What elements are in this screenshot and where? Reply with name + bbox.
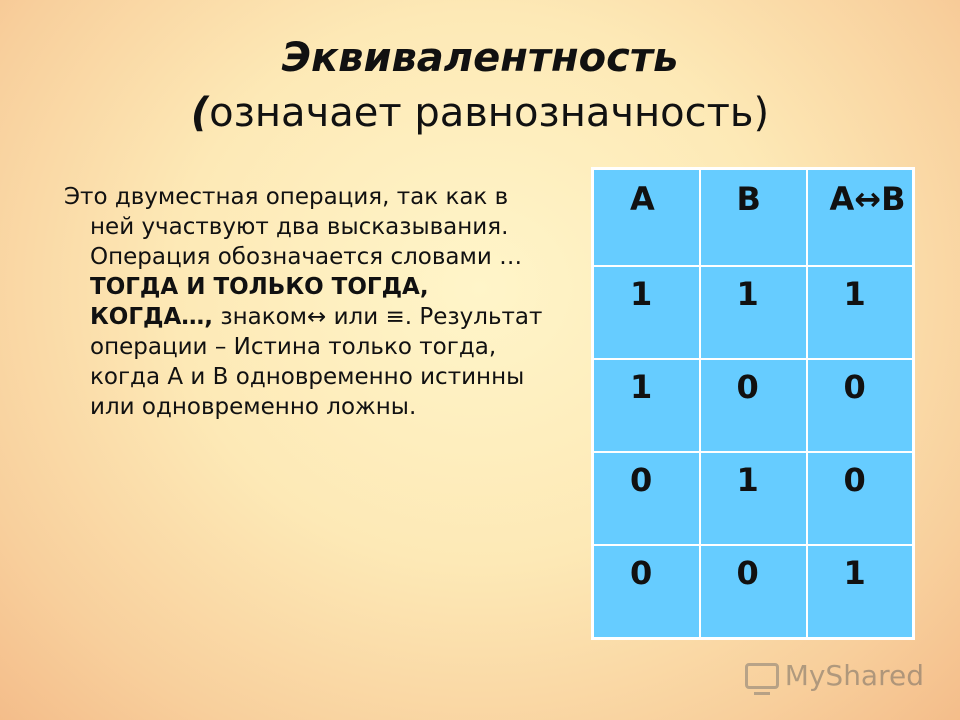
table-cell: 0: [593, 545, 700, 639]
table-row: [593, 545, 914, 639]
header-a: A: [593, 169, 700, 267]
table-cell: 1: [593, 359, 700, 452]
header-b: B: [700, 169, 807, 267]
table-cell: 1: [700, 266, 807, 359]
table-cell: 0: [700, 545, 807, 639]
title-paren: (: [190, 90, 210, 136]
body-part2: знаком↔ или ≡. Результат операции – Истина только тогда, когда А и В одновременно истинны или одновременно ложны.: [90, 304, 543, 420]
table-cell: 1: [807, 545, 914, 639]
header-a-eqv-b: A↔B: [807, 169, 914, 267]
title-main: Эквивалентность: [281, 35, 679, 81]
truth-table: [591, 167, 915, 640]
watermark-text: MyShared: [784, 659, 924, 692]
title-sub: означает равнозначность): [209, 90, 770, 136]
watermark-logo: [745, 659, 924, 692]
table-row: [593, 359, 914, 452]
body-paragraph: [64, 182, 544, 422]
slide-title: [0, 30, 960, 140]
table-cell: 0: [700, 359, 807, 452]
table-cell: 1: [593, 266, 700, 359]
table-cell: 0: [593, 452, 700, 545]
title-sub-line: [0, 86, 960, 140]
body-part1: Это двуместная операция, так как в ней участвуют два высказывания. Операция обозначается словами …: [64, 184, 523, 270]
body-text: [64, 182, 544, 422]
table-row: [593, 266, 914, 359]
table-cell: 1: [700, 452, 807, 545]
table-header-row: [593, 169, 914, 267]
table-cell: 0: [807, 452, 914, 545]
table-cell: 1: [807, 266, 914, 359]
table-row: [593, 452, 914, 545]
table-cell: 0: [807, 359, 914, 452]
body-bold: ТОГДА И ТОЛЬКО ТОГДА, КОГДА…,: [90, 274, 429, 330]
monitor-icon: [745, 663, 779, 689]
